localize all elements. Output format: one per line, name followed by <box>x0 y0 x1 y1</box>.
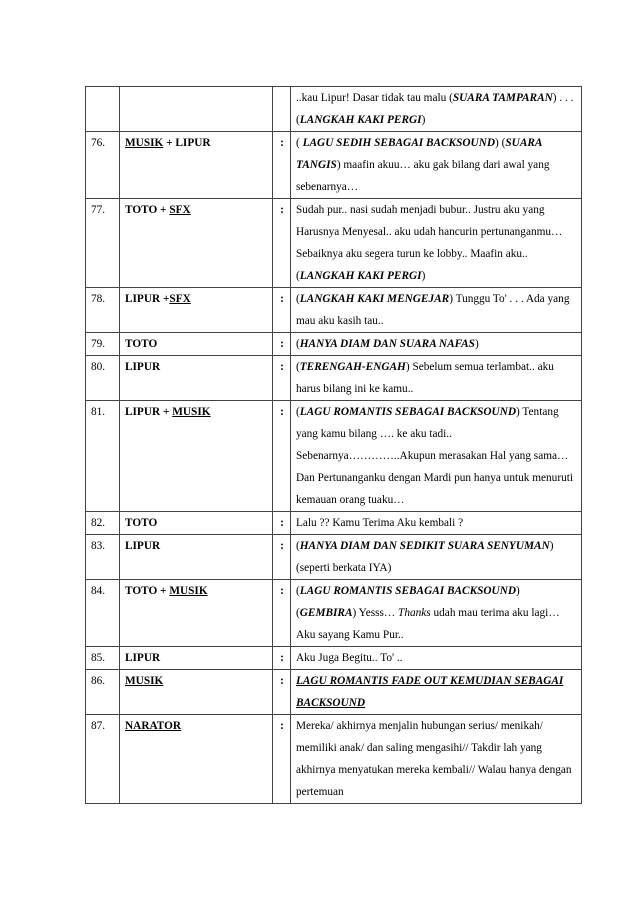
dialogue-cell <box>291 512 582 535</box>
row-number: 84. <box>86 580 120 647</box>
text-segment: TERENGAH-ENGAH <box>299 361 406 373</box>
dialogue-cell <box>291 132 582 199</box>
dialogue-cell <box>291 401 582 512</box>
role-segment: NARATOR <box>125 720 182 732</box>
role-segment: SFX <box>169 204 191 216</box>
table-row <box>86 132 582 199</box>
row-number <box>86 87 120 132</box>
role-segment: TOTO + <box>125 585 170 597</box>
table-row <box>86 647 582 670</box>
text-segment: LAGU ROMANTIS SEBAGAI BACKSOUND <box>299 585 517 597</box>
table-row <box>86 715 582 804</box>
text-segment: ) Tentang yang kamu bilang …. ke aku tadi.. Sebenarnya…………..Akupun merasakan Hal yang sama… Dan Pertunanganku dengan Mardi pun hanya untuk menuruti kemauan orang tuaku… <box>296 406 574 506</box>
table-row <box>86 580 582 647</box>
separator-colon: : <box>273 288 291 333</box>
text-segment: LAGU SEDIH SEBAGAI BACKSOUND <box>302 137 496 149</box>
separator-colon: : <box>273 199 291 288</box>
row-number: 80. <box>86 356 120 401</box>
dialogue-cell <box>291 288 582 333</box>
text-segment: ) maafin akuu… aku gak bilang dari awal yang sebenarnya… <box>296 159 550 193</box>
text-segment: ) ( <box>495 137 506 149</box>
row-number: 79. <box>86 333 120 356</box>
row-number: 86. <box>86 670 120 715</box>
speaker-cell <box>120 87 273 132</box>
dialogue-cell <box>291 647 582 670</box>
text-segment: LANGKAH KAKI PERGI <box>299 114 422 126</box>
text-segment: ( <box>296 361 300 373</box>
row-number: 82. <box>86 512 120 535</box>
text-segment: Thanks <box>398 607 431 619</box>
table-row <box>86 356 582 401</box>
script-table <box>85 86 582 804</box>
table-row <box>86 512 582 535</box>
role-segment: LIPUR <box>125 540 161 552</box>
text-segment: udah mau terima aku lagi… Aku sayang Kamu Pur.. <box>296 607 560 641</box>
text-segment: LANGKAH KAKI MENGEJAR <box>299 293 450 305</box>
role-segment: TOTO + <box>125 204 170 216</box>
text-segment: ( <box>296 540 300 552</box>
dialogue-cell <box>291 199 582 288</box>
speaker-cell <box>120 401 273 512</box>
table-row <box>86 535 582 580</box>
text-segment: LAGU ROMANTIS SEBAGAI BACKSOUND <box>299 406 517 418</box>
row-number: 81. <box>86 401 120 512</box>
table-row <box>86 288 582 333</box>
dialogue-cell <box>291 87 582 132</box>
separator-colon: : <box>273 580 291 647</box>
role-segment: SFX <box>169 293 191 305</box>
speaker-cell <box>120 647 273 670</box>
table-row <box>86 670 582 715</box>
role-segment: MUSIK <box>172 406 211 418</box>
text-segment: Aku Juga Begitu.. To' .. <box>296 652 403 664</box>
role-segment: MUSIK <box>169 585 208 597</box>
separator-colon: : <box>273 356 291 401</box>
row-number: 76. <box>86 132 120 199</box>
role-segment: LIPUR <box>125 361 161 373</box>
row-number: 87. <box>86 715 120 804</box>
text-segment: ) (seperti berkata IYA) <box>296 540 554 574</box>
speaker-cell <box>120 132 273 199</box>
table-row <box>86 401 582 512</box>
speaker-cell <box>120 512 273 535</box>
text-segment: ) <box>421 114 426 126</box>
separator-colon <box>273 87 291 132</box>
role-segment: TOTO <box>125 338 158 350</box>
row-number: 85. <box>86 647 120 670</box>
text-segment: Lalu ?? Kamu Terima Aku kembali ? <box>296 517 464 529</box>
separator-colon: : <box>273 401 291 512</box>
text-segment: HANYA DIAM DAN SEDIKIT SUARA SENYUMAN <box>299 540 550 552</box>
text-segment: LANGKAH KAKI PERGI <box>299 270 422 282</box>
text-segment: Mereka/ akhirnya menjalin hubungan serius/ menikah/ memiliki anak/ dan saling mengasihi// Takdir lah yang akhirnya menyatukan mereka kembali// Walau hanya dengan pertemuan <box>296 720 572 798</box>
text-segment: SUARA TAMPARAN <box>452 92 553 104</box>
separator-colon: : <box>273 333 291 356</box>
script-rows <box>86 87 582 804</box>
text-segment: ) <box>474 338 479 350</box>
speaker-cell <box>120 356 273 401</box>
text-segment: ) Sebelum semua terlambat.. aku harus bilang ini ke kamu.. <box>296 361 554 395</box>
text-segment: HANYA DIAM DAN SUARA NAFAS <box>299 338 475 350</box>
role-segment: LIPUR <box>125 652 161 664</box>
speaker-cell <box>120 333 273 356</box>
dialogue-cell <box>291 333 582 356</box>
text-segment: ) ( <box>296 585 520 619</box>
text-segment: ) . . .( <box>296 92 574 126</box>
dialogue-cell <box>291 580 582 647</box>
text-segment: ( <box>296 293 300 305</box>
table-row <box>86 333 582 356</box>
text-segment: Sudah pur.. nasi sudah menjadi bubur.. Justru aku yang Harusnya Menyesal.. aku udah hancurin pertunanganmu… Sebaiknya aku segera turun ke lobby.. Maafin aku.. ( <box>296 204 563 282</box>
text-segment: SUARA TANGIS <box>296 137 542 171</box>
table-row <box>86 87 582 132</box>
row-number: 78. <box>86 288 120 333</box>
text-segment: ( <box>296 585 300 597</box>
separator-colon: : <box>273 715 291 804</box>
role-segment: TOTO <box>125 517 158 529</box>
speaker-cell <box>120 535 273 580</box>
separator-colon: : <box>273 512 291 535</box>
text-segment: ) Tunggu To' . . . Ada yang mau aku kasih tau.. <box>296 293 570 327</box>
speaker-cell <box>120 288 273 333</box>
role-segment: LIPUR + <box>125 293 170 305</box>
separator-colon: : <box>273 132 291 199</box>
text-segment: ( <box>296 338 300 350</box>
speaker-cell <box>120 580 273 647</box>
separator-colon: : <box>273 670 291 715</box>
text-segment: GEMBIRA <box>299 607 353 619</box>
text-segment: ..kau Lipur! Dasar tidak tau malu ( <box>296 92 453 104</box>
speaker-cell <box>120 199 273 288</box>
dialogue-cell <box>291 715 582 804</box>
role-segment: MUSIK <box>125 137 164 149</box>
speaker-cell <box>120 715 273 804</box>
dialogue-cell <box>291 670 582 715</box>
row-number: 83. <box>86 535 120 580</box>
table-row <box>86 199 582 288</box>
text-segment: ( <box>296 137 303 149</box>
role-segment: + LIPUR <box>163 137 211 149</box>
text-segment: ) <box>421 270 426 282</box>
text-segment: LAGU ROMANTIS FADE OUT KEMUDIAN SEBAGAI BACKSOUND <box>296 675 564 709</box>
text-segment: ( <box>296 406 300 418</box>
role-segment: MUSIK <box>125 675 164 687</box>
role-segment: LIPUR + <box>125 406 173 418</box>
separator-colon: : <box>273 647 291 670</box>
dialogue-cell <box>291 356 582 401</box>
text-segment: ) Yesss… <box>352 607 399 619</box>
dialogue-cell <box>291 535 582 580</box>
separator-colon: : <box>273 535 291 580</box>
speaker-cell <box>120 670 273 715</box>
row-number: 77. <box>86 199 120 288</box>
